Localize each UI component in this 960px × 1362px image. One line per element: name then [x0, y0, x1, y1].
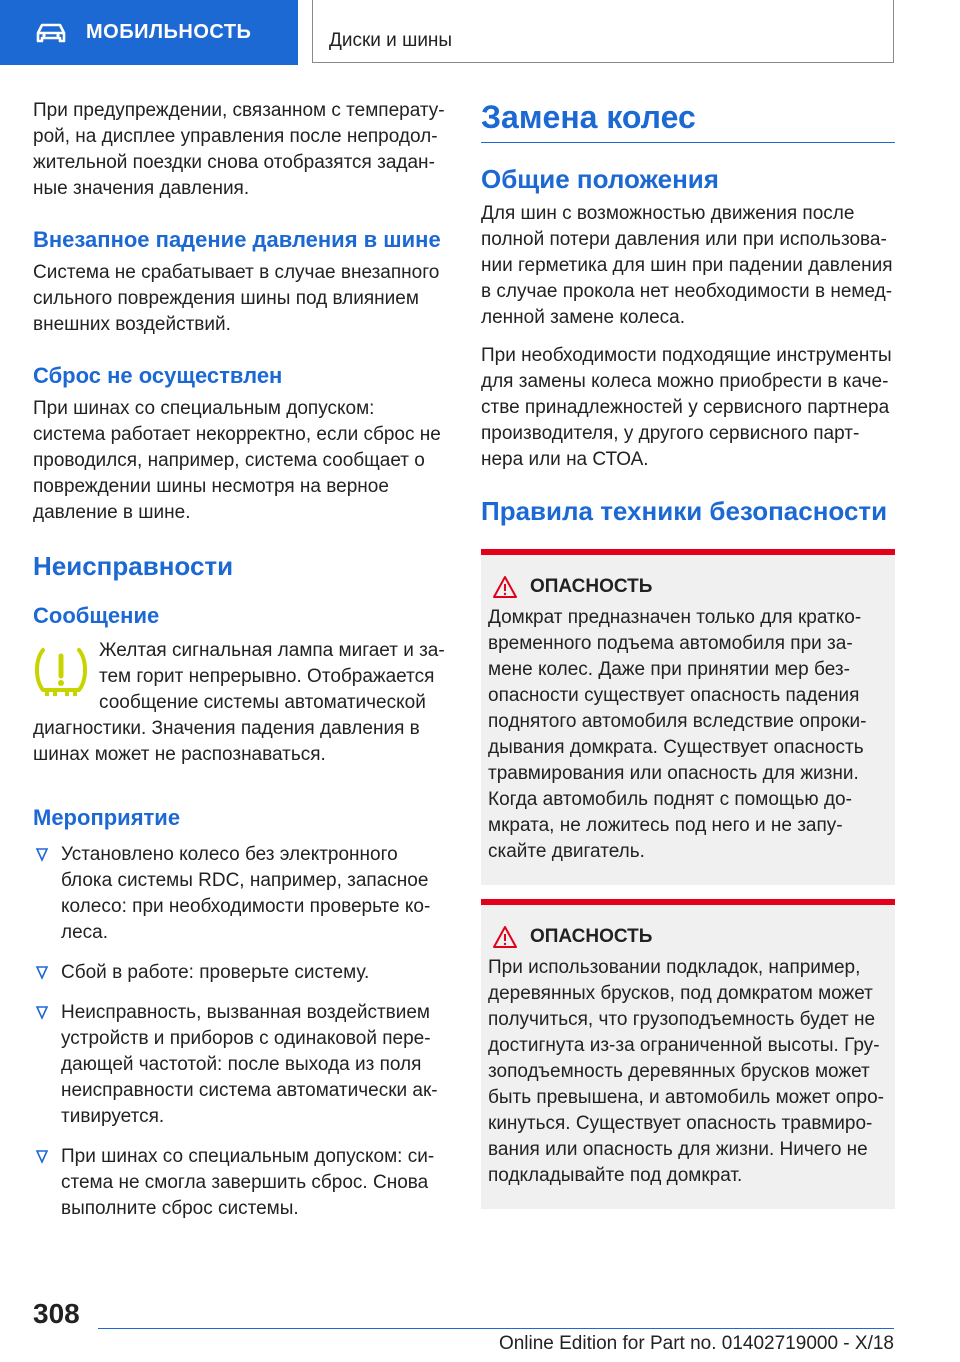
reset-text: При шинах со специальным допуском: система работает некорректно, если сброс не проводился, например, система сообщает о повреждении шины несмотря на верное давление в шине.	[33, 398, 441, 523]
sudden-drop-text: Система не срабатывает в случае внезапного сильного повреждения шины под влиянием внешних воздействий.	[33, 262, 440, 335]
message-block	[33, 638, 448, 768]
triangle-bullet-icon	[35, 1147, 49, 1165]
message-text: Желтая сигнальная лампа мигает и затем горит непрерывно. Отображается сообщение системы автоматической диагностики. Значения падения давления в шинах может не распознаваться.	[33, 640, 445, 765]
title-divider	[481, 142, 895, 143]
section-title: МОБИЛЬНОСТЬ	[86, 21, 252, 43]
intro-paragraph: При предупреждении, связанном с температурой, на дисплее управления после непродолжительной поездки снова отобразятся заданные значения давления.	[33, 100, 445, 199]
right-column	[481, 98, 895, 1223]
footer-edition: Online Edition for Part no. 01402719000 - X/18	[498, 1333, 894, 1354]
triangle-bullet-icon	[35, 845, 49, 863]
danger-text: При использовании подкладок, например, деревянных брусков, под домкратом может получиться, что грузоподъемность будет не достигнута из-за ограниченной высоты. Грузоподъемность деревянных брусков может быть превышена, и автомобиль может опрокинуться. Существует опасность травмирования или опасность для жизни. Ничего не подкладывайте под домкрат.	[488, 957, 884, 1186]
page-number: 308	[33, 1298, 80, 1329]
danger-label: ОПАСНОСТЬ	[530, 926, 653, 947]
general-heading: Общие положения	[481, 164, 719, 194]
warning-triangle-icon	[492, 575, 518, 599]
measures-heading: Мероприятие	[33, 805, 181, 830]
general-paragraph-2: При необходимости подходящие инструменты для замены колеса можно приобрести в качестве принадлежностей у сервисного партнера производителя, у другого сервисного партнера или на СТОА.	[481, 345, 892, 470]
measures-list	[33, 842, 448, 1222]
danger-label: ОПАСНОСТЬ	[530, 576, 653, 597]
faults-heading: Неисправности	[33, 551, 234, 581]
reset-heading: Сброс не осуществлен	[33, 363, 283, 388]
footer-divider	[98, 1328, 894, 1329]
list-item: При шинах со специальным допуском: система не смогла завершить сброс. Снова выполните сброс системы.	[33, 1144, 448, 1222]
tire-pressure-warning-icon	[33, 640, 89, 700]
danger-box-blocks	[481, 899, 895, 1209]
list-item: Неисправность, вызванная воздействием устройств и приборов с одинаковой передающей частотой: после выхода из поля неисправности система автоматически активируется.	[33, 1000, 448, 1130]
left-column	[33, 98, 448, 1236]
list-item: Установлено колесо без электронного блока системы RDC, например, запасное колесо: при необходимости проверьте колеса.	[33, 842, 448, 946]
warning-triangle-icon	[492, 925, 518, 949]
header-chapter-box	[312, 0, 894, 63]
danger-text: Домкрат предназначен только для кратковременного подъема автомобиля при замене колес. Даже при принятии мер безопасности существует опасность падения поднятого автомобиля вследствие опрокидывания домкрата. Существует опасность травмирования или опасность для жизни. Когда автомобиль поднят с помощью домкрата, не ложитесь под него и не запускайте двигатель.	[488, 607, 867, 862]
triangle-bullet-icon	[35, 963, 49, 981]
danger-box-jack	[481, 549, 895, 885]
safety-heading: Правила техники безопасности	[481, 496, 888, 526]
page-main-title: Замена колес	[481, 99, 696, 135]
header-section-tab	[0, 0, 298, 65]
list-item: Сбой в работе: проверьте систему.	[33, 960, 448, 986]
sudden-drop-heading: Внезапное падение давления в шине	[33, 227, 441, 252]
message-heading: Сообщение	[33, 603, 160, 628]
general-paragraph-1: Для шин с возможностью движения после полной потери давления или при использовании герметика для шин при падении давления в случае прокола нет необходимости в немедленной замене колеса.	[481, 203, 893, 328]
chapter-title: Диски и шины	[329, 30, 453, 51]
triangle-bullet-icon	[35, 1003, 49, 1021]
car-icon	[36, 22, 66, 44]
